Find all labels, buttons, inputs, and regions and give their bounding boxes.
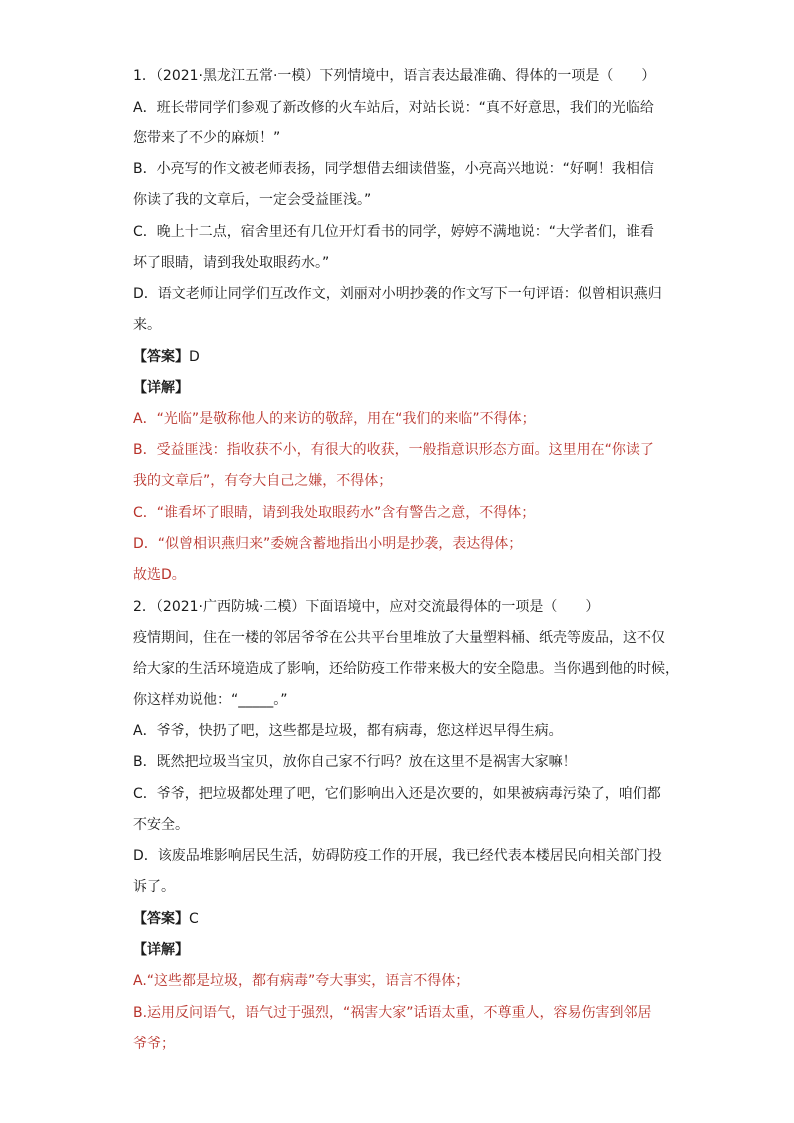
q1-detail-label: 【详解】 <box>133 380 189 396</box>
q1-option-c-line1: C．晚上十二点，宿舍里还有几位开灯看书的同学，婷婷不满地说：“大学者们，谁看 <box>133 224 655 240</box>
q1-option-c-line2: 坏了眼睛，请到我处取眼药水。” <box>133 255 330 271</box>
q1-option-b-line2: 你读了我的文章后，一定会受益匪浅。” <box>133 192 372 208</box>
q2-context-line3: 你这样劝说他：“_____。” <box>133 692 288 708</box>
q2-explain-b-line1: B.运用反问语气，语气过于强烈，“祸害大家”话语太重，不尊重人，容易伤害到邻居 <box>133 1005 652 1021</box>
q2-option-c-line1: C．爷爷，把垃圾都处理了吧，它们影响出入还是次要的，如果被病毒污染了，咱们都 <box>133 786 661 802</box>
q1-option-d-line1: D．语文老师让同学们互改作文，刘丽对小明抄袭的作文写下一句评语：似曾相识燕归 <box>133 286 662 302</box>
q1-option-a-line2: 您带来了不少的麻烦！” <box>133 130 281 146</box>
q2-explain-a: A.“这些都是垃圾，都有病毒”夸大事实，语言不得体； <box>133 973 470 989</box>
q1-explain-b-line2: 我的文章后”，有夸大自己之嫌，不得体； <box>133 473 393 489</box>
q1-answer-value: D <box>189 349 200 365</box>
q2-explain-b-line2: 爷爷； <box>133 1036 175 1052</box>
q1-answer-label: 【答案】 <box>133 349 189 365</box>
q1-option-b-line1: B．小亮写的作文被老师表扬，同学想借去细读借鉴，小亮高兴地说：“好啊！我相信 <box>133 161 654 177</box>
q2-answer-value: C <box>189 911 199 927</box>
q2-detail-label: 【详解】 <box>133 942 189 958</box>
q1-explain-d: D．“似曾相识燕归来”委婉含蓄地指出小明是抄袭，表达得体； <box>133 536 523 552</box>
q1-stem: 1．（2021·黑龙江五常·一模）下列情境中，语言表达最准确、得体的一项是（ ） <box>133 68 656 84</box>
q2-context-line2: 给大家的生活环境造成了影响，还给防疫工作带来极大的安全隐患。当你遇到他的时候， <box>133 661 679 677</box>
q1-answer <box>133 347 200 367</box>
q2-option-b: B．既然把垃圾当宝贝，放你自己家不行吗？放在这里不是祸害大家嘛！ <box>133 754 577 770</box>
q2-option-d-line1: D．该废品堆影响居民生活，妨碍防疫工作的开展，我已经代表本楼居民向相关部门投 <box>133 848 662 864</box>
q1-conclusion: 故选D。 <box>133 567 186 583</box>
q2-option-d-line2: 诉了。 <box>133 879 175 895</box>
q2-context-line1: 疫情期间，住在一楼的邻居爷爷在公共平台里堆放了大量塑料桶、纸壳等废品，这不仅 <box>133 630 665 646</box>
q2-stem: 2．（2021·广西防城·二模）下面语境中，应对交流最得体的一项是（ ） <box>133 599 600 615</box>
q1-option-a-line1: A．班长带同学们参观了新改修的火车站后，对站长说：“真不好意思，我们的光临给 <box>133 100 654 116</box>
q1-explain-c: C．“谁看坏了眼睛，请到我处取眼药水”含有警告之意，不得体； <box>133 505 536 521</box>
q2-option-c-line2: 不安全。 <box>133 817 189 833</box>
q2-answer-label: 【答案】 <box>133 911 189 927</box>
q1-explain-a: A．“光临”是敬称他人的来访的敬辞，用在“我们的来临”不得体； <box>133 411 536 427</box>
q1-explain-b-line1: B．受益匪浅：指收获不小，有很大的收获，一般指意识形态方面。这里用在“你读了 <box>133 442 654 458</box>
q2-option-a: A．爷爷，快扔了吧，这些都是垃圾，都有病毒，您这样迟早得生病。 <box>133 723 563 739</box>
q1-option-d-line2: 来。 <box>133 317 161 333</box>
q2-answer <box>133 909 199 929</box>
